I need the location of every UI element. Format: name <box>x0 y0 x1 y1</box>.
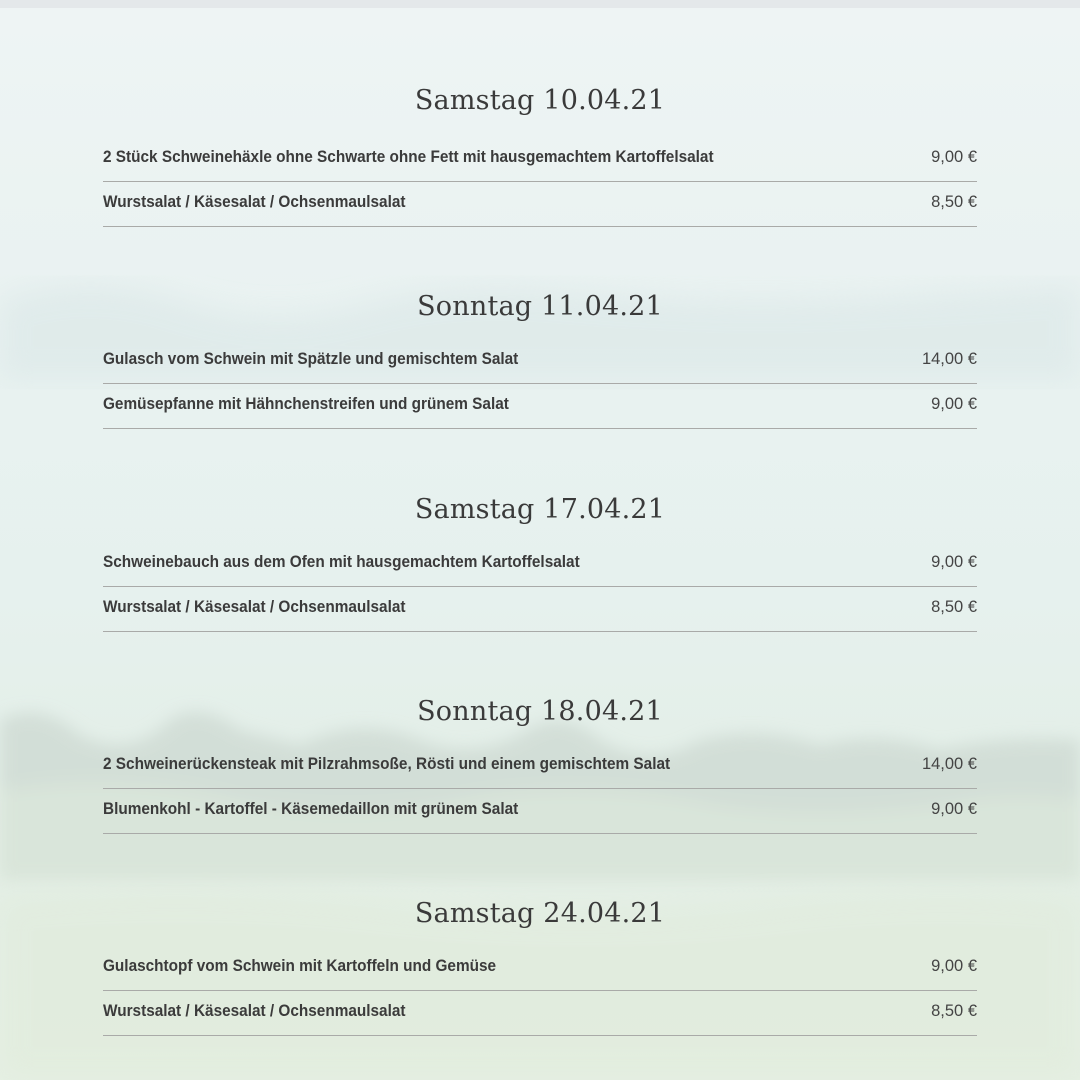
day-title: Samstag 17.04.21 <box>414 494 666 525</box>
item-name: Schweinebauch aus dem Ofen mit hausgemachtem Kartoffelsalat <box>103 553 580 571</box>
item-price: 9,00 € <box>931 395 977 413</box>
item-name: Wurstsalat / Käsesalat / Ochsenmaulsalat <box>103 193 406 211</box>
item-price: 9,00 € <box>931 957 977 975</box>
menu-item <box>103 789 977 834</box>
day-title: Samstag 10.04.21 <box>414 85 666 116</box>
menu-item <box>103 991 977 1036</box>
item-name: 2 Stück Schweinehäxle ohne Schwarte ohne Fett mit hausgemachtem Kartoffelsalat <box>103 148 714 166</box>
item-name: Gemüsepfanne mit Hähnchenstreifen und grünem Salat <box>103 395 509 413</box>
day-title: Sonntag 18.04.21 <box>417 696 663 727</box>
item-name: Blumenkohl - Kartoffel - Käsemedaillon mit grünem Salat <box>103 800 519 818</box>
day-title: Samstag 24.04.21 <box>414 898 666 929</box>
item-name: Wurstsalat / Käsesalat / Ochsenmaulsalat <box>103 598 406 616</box>
day-title: Sonntag 11.04.21 <box>417 291 663 322</box>
menu-item <box>103 137 977 182</box>
menu-item <box>103 542 977 587</box>
item-price: 8,50 € <box>931 1002 977 1020</box>
item-name: Gulaschtopf vom Schwein mit Kartoffeln und Gemüse <box>103 957 497 975</box>
menu-item <box>103 339 977 384</box>
menu-item <box>103 744 977 789</box>
item-price: 9,00 € <box>931 800 977 818</box>
item-price: 14,00 € <box>921 755 977 773</box>
menu-item <box>103 587 977 632</box>
item-price: 8,50 € <box>931 598 977 616</box>
item-name: Gulasch vom Schwein mit Spätzle und gemischtem Salat <box>103 350 519 368</box>
menu-item <box>103 182 977 227</box>
item-name: 2 Schweinerückensteak mit Pilzrahmsoße, Rösti und einem gemischtem Salat <box>103 755 671 773</box>
item-price: 8,50 € <box>931 193 977 211</box>
menu-item <box>103 384 977 429</box>
menu-item <box>103 946 977 991</box>
item-price: 14,00 € <box>921 350 977 368</box>
item-price: 9,00 € <box>931 148 977 166</box>
item-price: 9,00 € <box>931 553 977 571</box>
item-name: Wurstsalat / Käsesalat / Ochsenmaulsalat <box>103 1002 406 1020</box>
